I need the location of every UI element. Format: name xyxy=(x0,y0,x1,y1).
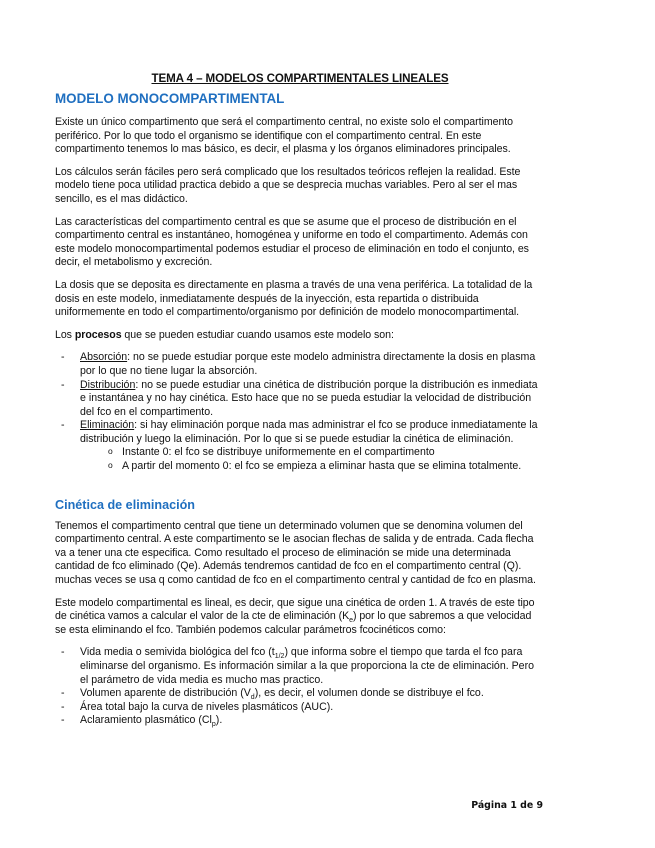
procesos-list xyxy=(55,351,545,473)
paragraph-3: Las características del compartimento central es que se asume que el proceso de distribución en el compartimento central es instantáneo, homogénea y uniforme en todo el compartimento. Además con este modelo monocompartimental podemos estudiar el proceso de eliminación en todo el conjunto, es decir, el metabolismo y excreción. xyxy=(55,215,529,269)
list-item-volumen xyxy=(55,687,545,701)
list-item-eliminacion xyxy=(55,419,545,473)
text-eliminacion: : si hay eliminación porque nada mas administrar el fco se produce inmediatamente la distribución y luego la eliminación. Por lo que si se puede estudiar la cinética de eliminación. xyxy=(80,419,538,445)
aclaramiento-subscript: p xyxy=(211,721,216,729)
text-distribucion: : no se puede estudiar una cinética de distribución porque la distribución es inmediata e instantánea y no hay cinética. Esto hace que no se pueda estudiar la velocidad de distribución del fco en el compartimento. xyxy=(80,378,538,418)
text-absorcion: : no se puede estudiar porque este modelo administra directamente la dosis en plasma por lo que no tiene lugar la absorción. xyxy=(80,351,536,377)
term-distribucion: Distribución xyxy=(80,378,136,391)
cinetica-paragraph-2-before: Este modelo compartimental es lineal, es decir, que sigue una cinética de orden 1. A través de este tipo de cinética vamos a calcular el valor de la cte de eliminación (K xyxy=(55,596,535,623)
paragraph-2: Los cálculos serán fáciles pero será complicado que los resultados teóricos reflejen la realidad. Este modelo tiene poca utilidad practica debido a que se desprecia muchas variables. Pero al ser el mas sencillo, es el mas didáctico. xyxy=(55,165,521,205)
list-item-vida-media xyxy=(55,646,545,687)
vida-media-before: Vida media o semivida biológica del fco (t xyxy=(80,646,275,659)
vida-media-after: ) que informa sobre el tiempo que tarda el fco para eliminarse del organismo. Es información similar a la que proporciona la cte de eliminación. Pero el parámetro de vida media es mucho mas practico. xyxy=(80,646,534,686)
cinetica-paragraph-2 xyxy=(55,597,545,638)
auc-text: Área total bajo la curva de niveles plasmáticos (AUC). xyxy=(80,700,334,713)
procesos-intro-before: Los xyxy=(55,328,75,341)
term-absorcion: Absorción xyxy=(80,351,128,364)
term-eliminacion: Eliminación xyxy=(80,419,135,432)
list-item-auc xyxy=(55,701,545,715)
list-item-aclaramiento xyxy=(55,714,545,728)
procesos-intro-bold: procesos xyxy=(74,328,122,341)
page-number: Página 1 de 9 xyxy=(471,800,543,811)
list-item-distribucion xyxy=(55,379,545,420)
sublist-item-instante-0: o Instante 0: el fco se distribuye uniformemente en el compartimento xyxy=(108,446,545,460)
paragraph-1: Existe un único compartimento que será el compartimento central, no existe solo el compartimento periférico. Por lo que todo el organismo se identifique con el compartimento central. En este compartimento tenemos lo mas básico, es decir, el plasma y los órganos eliminadores principales. xyxy=(55,116,514,156)
section-heading-monocompartimental: MODELO MONOCOMPARTIMENTAL xyxy=(55,91,285,106)
cinetica-paragraph-2-after: ) por lo que sabremos a que velocidad se esta eliminando el fco. También podemos calcular parámetros fcocinéticos como: xyxy=(55,610,532,636)
volumen-subscript: d xyxy=(250,694,255,702)
cinetica-paragraph-1: Tenemos el compartimento central que tiene un determinado volumen que se denomina volumen del compartimento central. A este compartimento se le asocian flechas de salida y de entrada. Cada flecha va a tener una cte especifica. Como resultado el proceso de eliminación se mide una determinada cantidad de fco eliminado (Qe). Además tendremos cantidad de fco en el compartimento central (Q). muchas veces se usa q como cantidad de fco en el compartimento central y cantidad de fco en plasma. xyxy=(55,519,536,587)
volumen-after: ), es decir, el volumen donde se distribuye el fco. xyxy=(254,687,484,700)
aclaramiento-before: Aclaramiento plasmático (Cl xyxy=(80,714,212,727)
ke-subscript: e xyxy=(349,617,353,625)
procesos-intro-after: que se pueden estudiar cuando usamos este modelo son: xyxy=(121,328,394,341)
document-title: TEMA 4 – MODELOS COMPARTIMENTALES LINEALES xyxy=(151,72,449,85)
section-heading-cinetica-eliminacion: Cinética de eliminación xyxy=(55,497,195,512)
parametros-list xyxy=(55,646,545,728)
vida-media-subscript: 1/2 xyxy=(274,653,285,661)
aclaramiento-after: ). xyxy=(215,714,223,727)
volumen-before: Volumen aparente de distribución (V xyxy=(80,687,251,700)
paragraph-4: La dosis que se deposita es directamente en plasma a través de una vena periférica. La totalidad de la dosis en este modelo, inmediatamente después de la inyección, esta repartida o distribuida uniformemente en todo el compartimento/organismo por definición de modelo monocompartimental. xyxy=(55,278,533,319)
list-item-absorcion xyxy=(55,351,545,378)
sublist-item-a-partir-0: o A partir del momento 0: el fco se empieza a eliminar hasta que se elimina totalmente. xyxy=(108,460,545,474)
procesos-intro xyxy=(55,329,545,343)
eliminacion-sublist xyxy=(80,446,545,473)
